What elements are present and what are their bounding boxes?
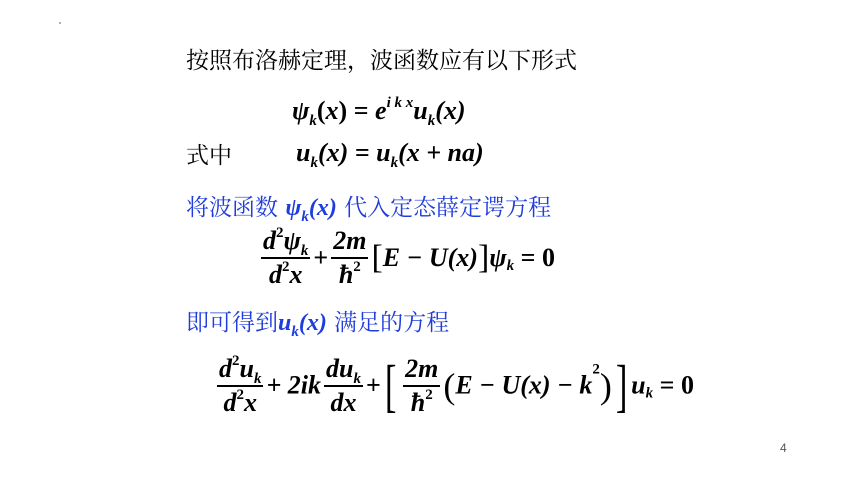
mass-hbar-fraction: $\frac{2m}{ħ^2}$ [333,226,367,289]
equals-zero: = 0 [514,243,555,272]
intro-text-label: 按照布洛赫定理，波函数应有以下形式 [186,48,577,74]
periodic-function-equation: $\frac{d^2u_k}{d^2x}$ + 2ik $\frac{du_k}{dx}$ +[ $\frac{2m}{ħ^2}$ $(E - U(x) - k^2)$] $u_k = 0$ [219,352,694,418]
rhs-arg: (x + na) [398,138,484,167]
plus-sign: + [313,243,329,272]
obtain-text [186,308,449,338]
var-x: x [325,96,339,125]
page-number: 4 [780,441,787,455]
u-symbol: u [376,138,391,167]
u-symbol: u [296,138,311,167]
first-derivative-fraction: $\frac{du_k}{dx}$ [326,353,361,417]
k-squared-exponent: 2 [592,361,600,378]
left-bracket: [ [384,353,397,418]
bloch-wavefunction-equation [292,95,466,129]
plus-2ik: + 2ik [266,370,322,400]
substitute-pre: 将波函数 [186,195,278,221]
energy-term: E − U(x) − k [455,370,593,400]
u-symbol: u [278,310,292,336]
subscript-k: k [310,155,318,171]
arg-x: (x) [298,310,327,336]
subscript-k: k [427,113,436,129]
lhs-arg: (x) = [317,138,377,167]
exponent-ikx: i k x [386,95,414,111]
psi-symbol: ψ [489,243,507,272]
obtain-post: 满足的方程 [334,310,450,336]
subscript-k: k [291,324,299,340]
right-paren: ) [599,365,612,406]
substitute-text [186,193,551,223]
right-bracket: ] [477,239,490,276]
arg-x: (x) [308,195,337,221]
plus-sign: + [365,370,381,400]
right-bracket: ] [615,353,628,418]
intro-text [186,46,577,76]
psi-symbol: ψ [292,96,310,125]
left-paren: ( [443,365,456,406]
u-symbol: u [413,96,428,125]
exp-e: e [375,96,387,125]
equals-sign: ) = [338,96,376,125]
equals-zero: = 0 [653,370,694,400]
energy-term: E − U(x) [382,243,478,272]
schrodinger-equation: $\frac{d^2\psi_k}{d^2x}$ + $\frac{2m}{ħ^2}$ $[E - U(x)]\psi_k = 0$ [263,225,555,289]
subscript-k: k [301,209,309,225]
periodic-u-equation [296,138,484,171]
u-symbol: u [631,370,646,400]
obtain-pre: 即可得到 [186,310,278,336]
arg-x: (x) [435,96,466,125]
paren: ( [316,96,326,125]
second-derivative-fraction: $\frac{d^2u_k}{d^2x}$ [219,352,262,417]
mass-hbar-fraction: $\frac{2m}{ħ^2}$ [405,353,439,417]
subscript-k: k [309,113,317,129]
where-label-text: 式中 [186,143,232,169]
second-derivative-fraction: $\frac{d^2\psi_k}{d^2x}$ [263,225,309,289]
decorative-dot [59,22,61,24]
where-label [186,141,232,171]
left-bracket: [ [371,239,383,276]
psi-symbol: ψ [285,195,302,221]
subscript-k: k [390,155,399,171]
substitute-post: 代入定态薛定谔方程 [344,195,552,221]
